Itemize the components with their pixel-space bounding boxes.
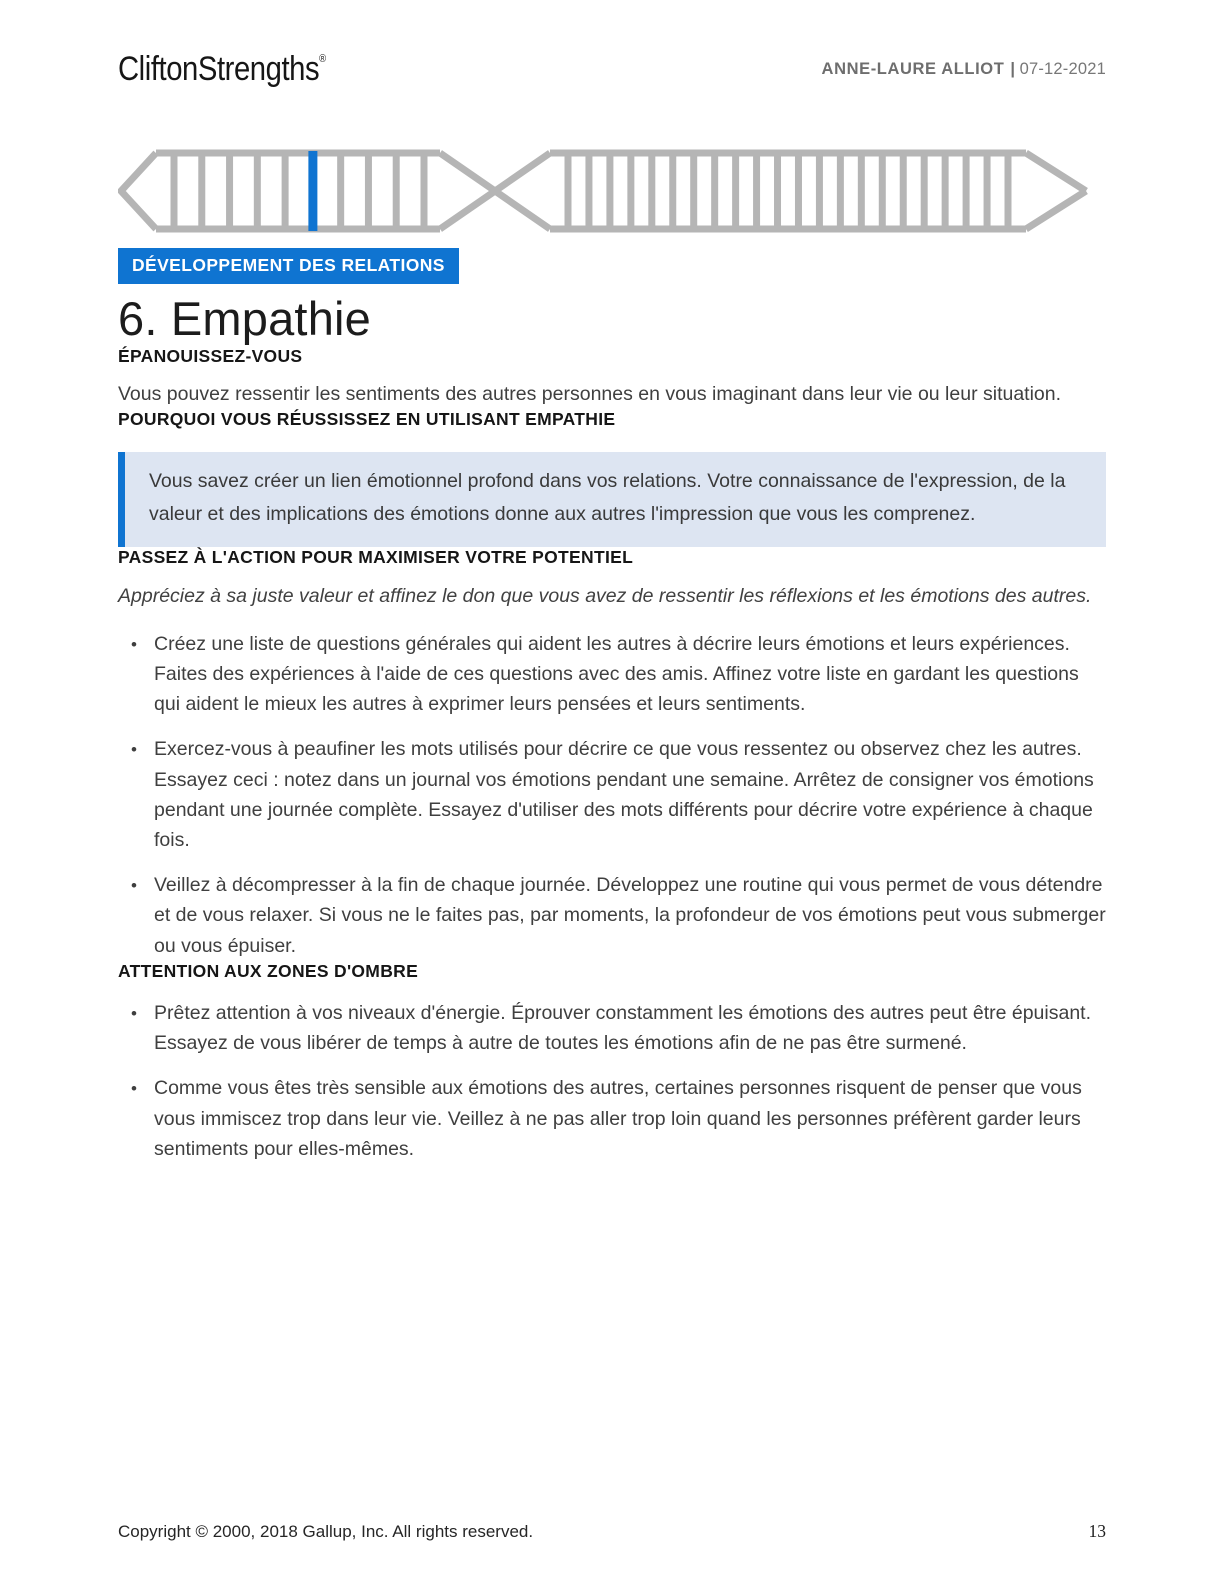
insight-quote-box [118,452,1106,546]
section-thrive [118,346,1106,409]
dna-ribbon-graphic [118,147,1090,235]
action-intro: Appréciez à sa juste valeur et affinez le don que vous avez de ressentir les réflexions et les émotions des autres. [118,584,1092,607]
logo-text: CliftonStrengths [118,50,320,88]
bullet-icon [131,1073,137,1103]
list-item [118,629,1106,720]
section-why [118,409,1106,546]
meta-separator: | [1010,60,1016,78]
list-item [118,870,1106,961]
action-heading: PASSEZ À L'ACTION POUR MAXIMISER VOTRE POTENTIEL [118,546,634,567]
blindspots-bullet-list [118,998,1106,1164]
list-item [118,998,1106,1058]
page-footer [118,1521,1106,1542]
cliftonstrengths-logo [118,50,326,89]
bullet-icon [131,734,137,764]
bullet-icon [131,870,137,900]
page-header [118,50,1106,89]
bullet-icon [131,629,137,659]
list-item-text: Prêtez attention à vos niveaux d'énergie. Éprouver constamment les émotions des autres peut être épuisant. Essayez de vous libérer de temps à autre de toutes les émotions afin de ne pas être surmené. [154,1001,1092,1055]
strength-title: 6. Empathie [118,292,372,345]
blindspots-heading: ATTENTION AUX ZONES D'OMBRE [118,960,419,981]
report-meta [822,60,1106,79]
section-blindspots [118,961,1106,1164]
strengths-dna-ribbon [118,147,1106,235]
bullet-icon [131,998,137,1028]
registered-mark: ® [319,53,327,65]
insight-quote-text: Vous savez créer un lien émotionnel profond dans vos relations. Votre connaissance de l'expression, de la valeur et des implications des émotions donne aux autres l'impression que vous les comprenez. [149,470,1066,526]
list-item-text: Veillez à décompresser à la fin de chaque journée. Développez une routine qui vous permet de vous détendre et de vous relaxer. Si vous ne le faites pas, par moments, la profondeur de vos émotions peut vous submerger ou vous épuiser. [154,874,1106,957]
list-item [118,734,1106,855]
thrive-heading: ÉPANOUISSEZ-VOUS [118,346,303,367]
section-action [118,547,1106,961]
page-number: 13 [1088,1521,1106,1541]
person-name: ANNE-LAURE ALLIOT [821,60,1005,78]
list-item-text: Exercez-vous à peaufiner les mots utilisés pour décrire ce que vous ressentez ou observez chez les autres. Essayez ceci : notez dans un journal vos émotions pendant une semaine. Arrêtez de consigner vos émotions pendant une journée complète. Essayez d'utiliser des mots différents pour décrire votre expérience à chaque fois. [154,738,1094,851]
list-item-text: Comme vous êtes très sensible aux émotions des autres, certaines personnes risquent de penser que vous vous immiscez trop dans leur vie. Veillez à ne pas aller trop loin quand les personnes préfèrent garder leurs sentiments pour elles-mêmes. [154,1077,1082,1160]
list-item-text: Créez une liste de questions générales qui aident les autres à décrire leurs émotions et leurs expériences. Faites des expériences à l'aide de ces questions avec des amis. Affinez votre liste en gardant les questions qui aident le mieux les autres à exprimer leurs pensées et leurs sentiments. [154,632,1079,716]
action-bullet-list [118,629,1106,961]
why-heading: POURQUOI VOUS RÉUSSISSEZ EN UTILISANT EMPATHIE [118,409,616,430]
copyright-text: Copyright © 2000, 2018 Gallup, Inc. All rights reserved. [118,1522,534,1541]
list-item [118,1073,1106,1164]
report-date: 07-12-2021 [1019,60,1106,78]
domain-badge: DÉVELOPPEMENT DES RELATIONS [118,248,459,284]
thrive-body: Vous pouvez ressentir les sentiments des autres personnes en vous imaginant dans leur vie ou leur situation. [118,383,1062,406]
